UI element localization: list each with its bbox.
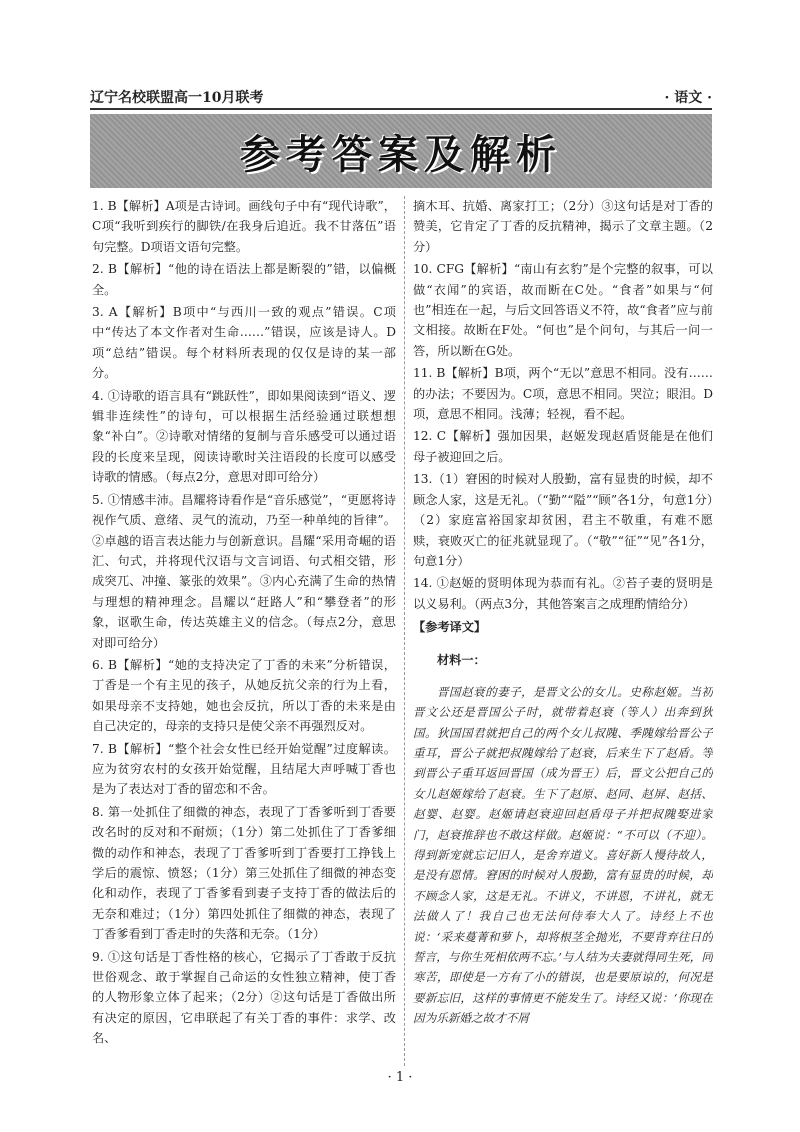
answer-item-12: 12. C【解析】强加因果，赵姬发现赵盾贤能是在他们母子被迎回之后。 [413,429,713,464]
answer-item-10: 10. CFG【解析】“南山有玄豹”是个完整的叙事，可以做“衣闻”的宾语，故而断在C处。“食者”如果与“何也”相连在一起，与后文回答语义不符，故“食者”应与前文相接。故断在F处。“何也”是个问句，与其后一问一答，所以断在G处。 [413,262,713,358]
answer-item-9-cont: 摘木耳、抗婚、离家打工；（2分）③这句话是对丁香的赞美，它肯定了丁香的反抗精神，揭示了文章主题。（2分） [413,199,713,254]
answer-item-9: 9. ①这句话是丁香性格的核心，它揭示了丁香敢于反抗世俗观念、敢于掌握自己命运的女性独立精神，使丁香的人物形象立体了起来；（2分）②这句话是丁香做出所有决定的原因，它串联起了有关丁香的事件：求学、改名、 [92,949,396,1046]
material-label: 材料一： [437,652,486,667]
answers-right-column [413,196,713,1066]
page-title: 参考答案及解析 [240,131,562,178]
answer-item-11: 11. B【解析】B项，两个“无以”意思不相同。没有……的办法；不要因为。C项，意思不相同。哭泣；眼泪。D项，意思不相同。浅薄；轻视，看不起。 [413,366,713,422]
answer-item-13: 13.（1）窘困的时候对人殷勤，富有显贵的时候，却不顾念人家，这是无礼。（“勤”“隘”“顾”各1分，句意1分）（2）家庭富裕国家却贫困，君主不敬重，有难不愿赎，衰败灭亡的征兆就显现了。（“敬”“征”“见”各1分，句意1分） [413,472,713,568]
header-exam-name: 辽宁名校联盟高一10月联考 [90,90,264,106]
reference-translation-heading: 【参考译文】 [413,620,487,635]
header-divider [90,108,712,110]
answer-item-4: 4. ①诗歌的语言具有“跳跃性”，即如果阅读到“语义、逻辑非连续性”的诗句，可以根据生活经验通过联想想象“补白”。②诗歌对情绪的复制与音乐感受可以通过语段的长度来呈现，阅读诗歌时关注语段的长度可以感受诗歌的情感。（每点2分，意思对即可给分） [92,388,396,485]
header-subject: · 语文 · [664,90,712,106]
answers-left-column [92,196,396,1066]
answer-item-14: 14. ①赵姬的贤明体现为恭而有礼。②苔子妻的贤明是以义易利。（两点3分，其他答案言之成理酌情给分） [413,576,713,611]
answer-item-8: 8. 第一处抓住了细微的神态，表现了丁香爹听到丁香要改名时的反对和不耐烦；（1分）第二处抓住了丁香爹细微的动作和神态，表现了丁香爹听到丁香要打工挣钱上学后的震惊、愤怒；（1分）第三处抓住了细微的神态变化和动作，表现了丁香爹看到妻子支持丁香的做法后的无奈和难过；（1分）第四处抓住了细微的神态，表现了丁香爹看到丁香走时的失落和无奈。（1分） [92,804,396,942]
column-divider [404,196,405,1066]
answer-item-6: 6. B【解析】“她的支持决定了丁香的未来”分析错误，丁香是一个有主见的孩子，从她反抗父亲的行为上看，如果母亲不支持她，她也会反抗，所以丁香的未来是由自己决定的，母亲的支持只是使父亲不再强烈反对。 [92,657,396,734]
answer-item-3: 3. A【解析】B项中“与西川一致的观点”错误。C项中“传达了本文作者对生命……”错误，应该是诗人。D项“总结”错误。每个材料所表现的仅仅是诗的某一部分。 [92,305,396,381]
translation-text: 晋国赵衰的妻子，是晋文公的女儿。史称赵姬。当初晋文公还是晋国公子时，就带着赵衰（等人）出奔到狄国。狄国国君就把自己的两个女儿叔隗、季隗嫁给晋公子重耳，晋公子就把叔隗嫁给了赵衰，后来生下了赵盾。等到晋公子重耳返回晋国（成为晋王）后，晋文公把自己的女儿赵姬嫁给了赵衰。生下了赵原、赵同、赵屏、赵括、赵婴、赵婴。赵姬请赵衰迎回赵盾母子并把叔隗娶进家门，赵衰推辞也不敢这样做。赵姬说：“不可以（不迎）。得到新宠就忘记旧人，是舍弃道义。喜好新人慢待故人，是没有恩情。窘困的时候对人殷勤，富有显贵的时候，却不顾念人家，这是无礼。不讲义，不讲恩，不讲礼，就无法做人了！我自己也无法何侍奉大人了。诗经上不也说：‘采来蔓菁和萝卜，却将根茎全抛光，不要背弃往日的誓言，与你生死相依两不忘。’与人结为夫妻就得同生死，同寒苦，即使是一方有了小的错误，也是要原谅的，何况是要新忘旧，这样的事情更不能发生了。诗经又说：‘你现在因为乐新婚之故才不屑 [413,684,713,1026]
answer-item-2: 2. B【解析】“他的诗在语法上都是断裂的”错，以偏概全。 [92,262,396,297]
answer-item-7: 7. B【解析】“整个社会女性已经开始觉醒”过度解读。应为贫穷农村的女孩开始觉醒，且结尾大声呼喊丁香也是为了表达对丁香的留恋和不舍。 [92,741,396,797]
answer-item-1: 1. B【解析】A项是古诗词。画线句子中有“现代诗歌”，C项“我听到疾行的脚铁/在我身后追近。我不甘落伍”语句完整。D项语文语句完整。 [92,199,396,254]
title-banner [90,114,712,188]
page-header [90,87,712,109]
answer-item-5: 5. ①情感丰沛。昌耀将诗看作是“音乐感觉”，“更愿将诗视作气质、意绪、灵气的流动，乃至一种单纯的旨律”。②卓越的语言表达能力与创新意识。昌耀“采用奇崛的语汇、句式，并将现代汉语与文言词语、句式相交错，形成突兀、冲撞、篆张的效果”。③内心充满了生命的热情与理想的精神理念。昌耀以“赶路人”和“攀登者”的形象，讴歌生命，传达英雄主义的信念。（每点2分，意思对即可给分） [92,492,396,650]
page-number: · 1 · [387,1070,413,1085]
